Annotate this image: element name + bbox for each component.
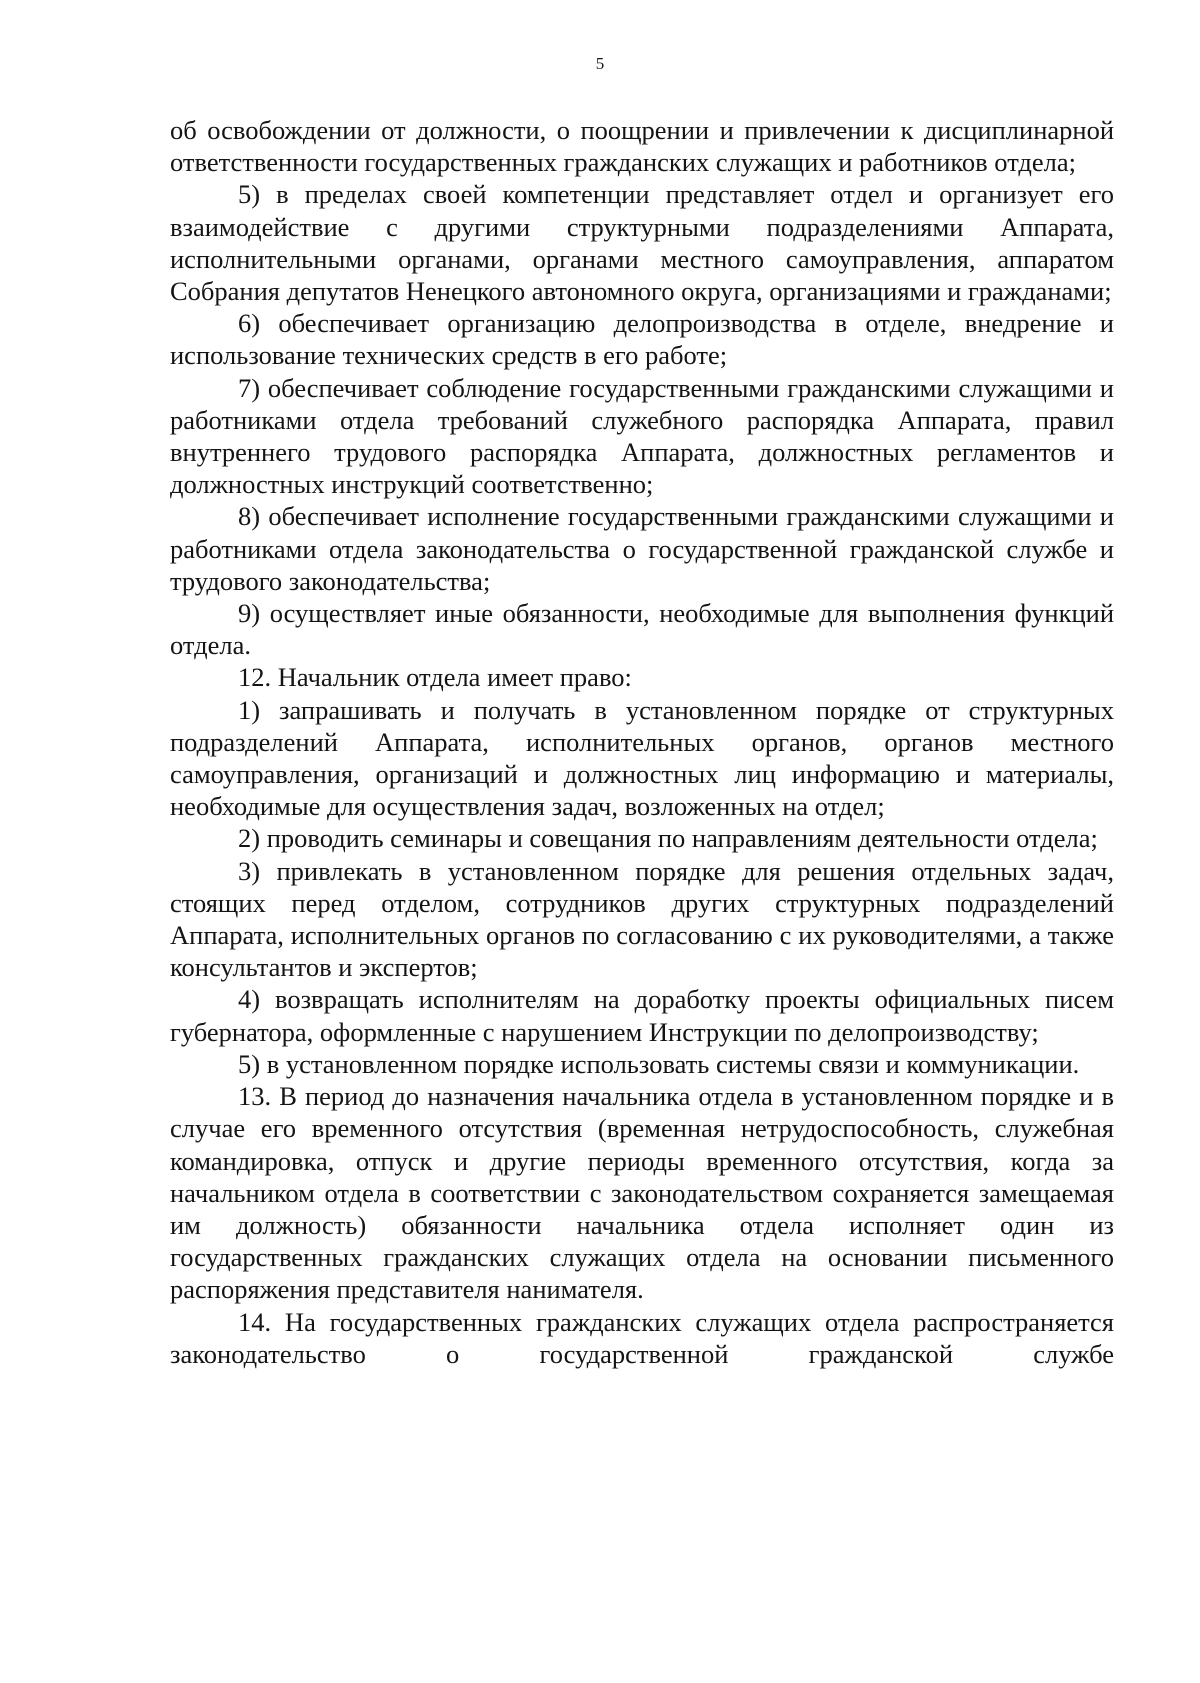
paragraph-right-1-request-info: 1) запрашивать и получать в установленном порядке от структурных подразделений Аппарата, исполнительных органов, органов местного самоуправления, организаций и должностных лиц информацию и материалы, необходимые для осуществления задач, возложенных на отдел;	[170, 694, 1114, 822]
paragraph-item-8-compliance-law: 8) обеспечивает исполнение государственными гражданскими служащими и работниками отдела законодательства о государственной гражданской службе и трудового законодательства;	[170, 501, 1114, 596]
paragraph-right-4-return-drafts: 4) возвращать исполнителям на доработку проекты официальных писем губернатора, оформленные с нарушением Инструкции по делопроизводству;	[170, 984, 1114, 1047]
paragraph-section-12-heading: 12. Начальник отдела имеет право:	[238, 662, 632, 693]
paragraph-section-14-legislation: 14. На государственных гражданских служащих отдела распространяется законодательство о государственной гражданской службе	[170, 1306, 1114, 1369]
paragraph-item-6-records-management: 6) обеспечивает организацию делопроизводства в отделе, внедрение и использование технических средств в его работе;	[170, 308, 1114, 371]
paragraph-item-9-other-duties: 9) осуществляет иные обязанности, необходимые для выполнения функций отдела.	[170, 598, 1114, 661]
paragraph-item-7-compliance-rules: 7) обеспечивает соблюдение государственными гражданскими служащими и работниками отдела требований служебного распорядка Аппарата, правил внутреннего трудового распорядка Аппарата, должностных регламентов и должностных инструкций соответственно;	[170, 372, 1114, 500]
paragraph-right-5-communications: 5) в установленном порядке использовать системы связи и коммуникации.	[238, 1048, 1080, 1079]
paragraph-section-13-substitution: 13. В период до назначения начальника отдела в установленном порядке и в случае его временного отсутствия (временная нетрудоспособность, служебная командировка, отпуск и другие периоды временного отсутствия, когда за начальником отдела в соответствии с законодательством сохраняется замещаемая им должность) обязанности начальника отдела исполняет один из государственных гражданских служащих отдела на основании письменного распоряжения представителя нанимателя.	[170, 1081, 1114, 1305]
paragraph-right-2-seminars: 2) проводить семинары и совещания по направлениям деятельности отдела;	[238, 823, 1098, 854]
paragraph-right-3-involve-staff: 3) привлекать в установленном порядке для решения отдельных задач, стоящих перед отделом, сотрудников других структурных подразделений Аппарата, исполнительных органов по согласованию с их руководителями, а также консультантов и экспертов;	[170, 855, 1114, 983]
page-number: 5	[595, 54, 605, 73]
paragraph-item-5-representation: 5) в пределах своей компетенции представляет отдел и организует его взаимодействие с другими структурными подразделениями Аппарата, исполнительными органами, органами местного самоуправления, аппаратом Собрания депутатов Ненецкого автономного округа, организациями и гражданами;	[170, 179, 1114, 307]
paragraph-continuation: об освобождении от должности, о поощрении и привлечении к дисциплинарной ответственности государственных гражданских служащих и работников отдела;	[170, 115, 1114, 178]
document-body	[170, 114, 1114, 1370]
